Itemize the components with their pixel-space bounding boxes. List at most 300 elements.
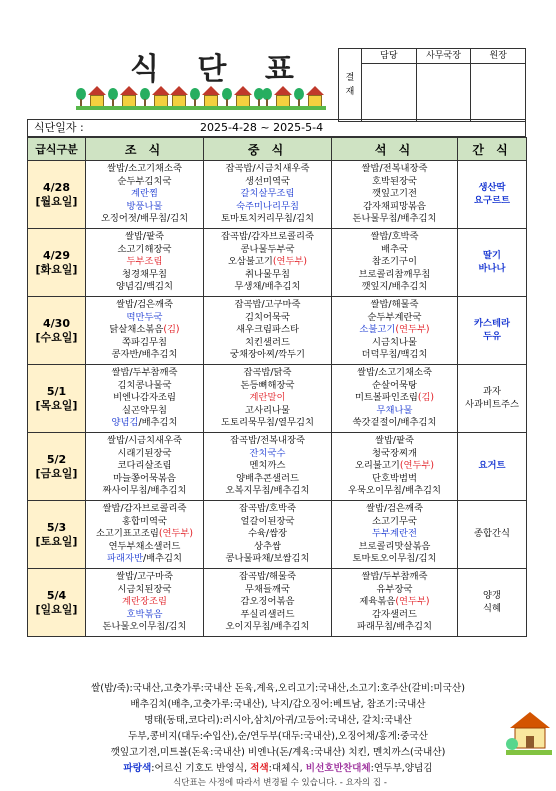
menu-item bbox=[86, 349, 203, 362]
menu-item bbox=[332, 621, 457, 634]
menu-day-row bbox=[28, 501, 527, 569]
menu-item bbox=[204, 435, 331, 448]
menu-item bbox=[204, 281, 331, 294]
menu-item-name: 두부계란전 bbox=[372, 528, 417, 540]
day-cell bbox=[28, 501, 86, 569]
menu-item bbox=[332, 392, 457, 405]
menu-item bbox=[204, 176, 331, 189]
menu-item-name: 콩나물파채/보쌈김치 bbox=[225, 553, 310, 565]
legend-red: 적색 bbox=[250, 763, 269, 774]
menu-item bbox=[86, 541, 203, 554]
menu-item bbox=[204, 473, 331, 486]
lunch-cell bbox=[204, 569, 332, 637]
menu-item bbox=[204, 392, 331, 405]
menu-item bbox=[204, 269, 331, 282]
approval-side-char: 재 bbox=[345, 87, 355, 97]
menu-item bbox=[86, 621, 203, 634]
day-date: 4/28 bbox=[43, 180, 70, 194]
dinner-cell bbox=[332, 161, 458, 229]
menu-item-name: 잡곡밥/감자브로콜리죽 bbox=[221, 231, 314, 243]
menu-item-name: 토마토오이무침/김치 bbox=[352, 553, 437, 565]
scenery-group bbox=[170, 86, 264, 108]
dinner-cell bbox=[332, 297, 458, 365]
menu-table bbox=[27, 137, 527, 637]
origin-note-line: 깻잎고기전,미트볼(돈육:국내산) 비엔나(돈/계육:국내산) 치킨, 멘치까스(국내산) bbox=[110, 747, 446, 758]
legend-purple-desc: :연두부,양념김 bbox=[370, 763, 433, 774]
menu-item bbox=[332, 528, 457, 541]
origin-note-line: 쌀(밥/죽):국내산,고춧가루:국내산 돈육,계육,오리고기:국내산,소고기:호주산(갈비:미국산) bbox=[91, 683, 465, 694]
menu-item-name: 잔치국수 bbox=[249, 447, 286, 459]
menu-item bbox=[86, 485, 203, 498]
menu-item-name: 콩나물두부국 bbox=[240, 243, 295, 255]
menu-item-name: 쌀밥/전복내장죽 bbox=[361, 163, 428, 175]
menu-item bbox=[458, 263, 526, 276]
menu-item bbox=[204, 503, 331, 516]
menu-item-name: 멘치까스 bbox=[249, 460, 286, 472]
menu-item bbox=[86, 553, 203, 566]
lunch-cell bbox=[204, 433, 332, 501]
menu-item bbox=[204, 324, 331, 337]
menu-item bbox=[332, 188, 457, 201]
menu-item-name: 돈등뼈해장국 bbox=[240, 379, 295, 391]
menu-item-name: 쌀밥/감자브로콜리죽 bbox=[102, 503, 187, 515]
breakfast-cell bbox=[86, 229, 204, 297]
menu-item bbox=[86, 435, 203, 448]
origin-note-line: 명태(동태,코다리):러시아,삼치/아귀/고등어:국내산, 갈치:국내산 bbox=[144, 715, 412, 726]
house-icon bbox=[202, 86, 220, 108]
menu-item-name: 쌀밥/소고기채소죽 bbox=[357, 367, 432, 379]
menu-item-substitute: (연두부) bbox=[272, 256, 308, 268]
house-icon bbox=[306, 86, 324, 108]
menu-item bbox=[332, 269, 457, 282]
menu-item bbox=[204, 201, 331, 214]
menu-item bbox=[458, 250, 526, 263]
menu-item-name: 무채들깨국 bbox=[245, 583, 290, 595]
menu-item bbox=[332, 541, 457, 554]
menu-item-name: 상추쌈 bbox=[254, 540, 281, 552]
menu-item-name: 종합간식 bbox=[474, 528, 510, 540]
day-cell bbox=[28, 569, 86, 637]
menu-item bbox=[332, 163, 457, 176]
menu-item-name: 김치어묵국 bbox=[245, 311, 290, 323]
menu-item bbox=[86, 417, 203, 430]
menu-item bbox=[204, 367, 331, 380]
menu-item bbox=[204, 448, 331, 461]
menu-item-name: 쌀밥/검은깨죽 bbox=[115, 299, 174, 311]
menu-item bbox=[86, 516, 203, 529]
menu-item bbox=[86, 299, 203, 312]
menu-item bbox=[332, 244, 457, 257]
lunch-cell bbox=[204, 501, 332, 569]
menu-item-name: 무생채/배추김치 bbox=[234, 281, 301, 293]
menu-item bbox=[458, 386, 526, 399]
menu-item-name: 쌀밥/해물죽 bbox=[370, 299, 419, 311]
date-label: 식단일자 : bbox=[34, 121, 84, 134]
menu-item bbox=[458, 460, 526, 473]
menu-item-name: 소고기무국 bbox=[372, 515, 417, 527]
menu-item-name: 쌀밥/두부참깨죽 bbox=[111, 367, 178, 379]
menu-item bbox=[204, 256, 331, 269]
breakfast-cell bbox=[86, 297, 204, 365]
day-date: 4/29 bbox=[43, 248, 70, 262]
menu-item-name: 두부조림 bbox=[126, 256, 163, 268]
menu-item-name: 오징어젓/배무침/김치 bbox=[100, 213, 189, 225]
menu-item-name: 김치콩나물국 bbox=[117, 379, 172, 391]
menu-item bbox=[204, 596, 331, 609]
menu-item-rest: /배추김치 bbox=[142, 553, 182, 565]
tree-icon bbox=[294, 86, 304, 108]
menu-item-name: 청국장찌개 bbox=[372, 447, 417, 459]
approval-column bbox=[362, 49, 417, 121]
menu-item bbox=[332, 553, 457, 566]
menu-item bbox=[86, 367, 203, 380]
menu-item-name: 순두부김치국 bbox=[117, 175, 172, 187]
date-row bbox=[27, 119, 526, 137]
menu-item bbox=[204, 571, 331, 584]
day-weekday: [금요일] bbox=[35, 466, 78, 480]
menu-item bbox=[86, 213, 203, 226]
day-weekday: [화요일] bbox=[35, 262, 78, 276]
house-illustration bbox=[506, 706, 552, 756]
menu-item-name: 오삼불고기 bbox=[227, 256, 273, 268]
menu-item-name: 잡곡밥/닭죽 bbox=[243, 367, 292, 379]
menu-item-name: 닭살채소볶음 bbox=[109, 324, 164, 336]
approval-box bbox=[338, 48, 526, 122]
menu-item bbox=[86, 596, 203, 609]
menu-item-name: 호박된장국 bbox=[372, 175, 417, 187]
menu-item-name: 오리불고기 bbox=[354, 460, 400, 472]
menu-day-row bbox=[28, 229, 527, 297]
menu-item bbox=[86, 269, 203, 282]
menu-item bbox=[332, 405, 457, 418]
menu-item-name: 식혜 bbox=[483, 602, 501, 614]
menu-item bbox=[332, 299, 457, 312]
menu-day-row bbox=[28, 161, 527, 229]
menu-item bbox=[204, 485, 331, 498]
menu-item-name: 순두부계란국 bbox=[367, 311, 422, 323]
menu-item bbox=[86, 571, 203, 584]
menu-item bbox=[332, 367, 457, 380]
menu-item-name: 소고기해장국 bbox=[117, 243, 172, 255]
menu-item-name: 계란말이 bbox=[249, 392, 286, 404]
house-icon bbox=[170, 86, 188, 108]
menu-item-name: 토마토치커리무침/김치 bbox=[221, 213, 314, 225]
menu-item-name: 쌀밥/소고기채소죽 bbox=[107, 163, 182, 175]
menu-item-name: 양갱 bbox=[483, 589, 501, 601]
menu-item bbox=[332, 380, 457, 393]
menu-item-name: 쑥갓겉절이/배추김치 bbox=[352, 417, 437, 429]
menu-item-name: 오이지무침/배추김치 bbox=[225, 621, 310, 633]
page-title: 식 단 표 bbox=[130, 52, 308, 87]
menu-item-name: 단호박범벅 bbox=[372, 472, 417, 484]
menu-item bbox=[458, 195, 526, 208]
menu-item-name: 브로콜리참깨무침 bbox=[358, 268, 431, 280]
menu-item-name: 참조기구이 bbox=[372, 256, 417, 268]
menu-item bbox=[332, 516, 457, 529]
menu-item bbox=[86, 392, 203, 405]
menu-item-name: 파래무침/배추김치 bbox=[357, 621, 432, 633]
menu-item-name: 비엔나감자조림 bbox=[113, 392, 176, 404]
menu-item bbox=[204, 584, 331, 597]
menu-item-name: 계란장조림 bbox=[122, 596, 167, 608]
menu-item-name: 생산딱 bbox=[478, 181, 506, 193]
house-icon bbox=[274, 86, 292, 108]
tree-icon bbox=[108, 86, 118, 108]
grass-strip bbox=[170, 106, 266, 110]
menu-item bbox=[204, 405, 331, 418]
menu-item-name: 잡곡밥/호박죽 bbox=[238, 503, 297, 515]
menu-item bbox=[86, 256, 203, 269]
menu-item-name: 더덕무침/백김치 bbox=[361, 349, 428, 361]
menu-item bbox=[332, 176, 457, 189]
menu-item bbox=[332, 448, 457, 461]
menu-item-name: 감자채피망볶음 bbox=[363, 200, 426, 212]
menu-item bbox=[86, 473, 203, 486]
day-date: 5/2 bbox=[46, 452, 67, 466]
menu-item-name: 짜사이무침/배추김치 bbox=[102, 485, 187, 497]
day-date: 5/1 bbox=[46, 384, 67, 398]
menu-item bbox=[86, 337, 203, 350]
menu-item-name: 우묵오이무침/배추김치 bbox=[348, 485, 441, 497]
menu-item bbox=[332, 281, 457, 294]
menu-item-name: 돈나물오이무침/김치 bbox=[102, 621, 187, 633]
menu-item bbox=[204, 516, 331, 529]
dinner-cell bbox=[332, 229, 458, 297]
menu-item bbox=[86, 312, 203, 325]
menu-item-name: 깻잎고기전 bbox=[372, 188, 417, 200]
origin-note-line: 두부,콩비지(대두:수입산),순/연두부(대두:국내산),오징어채/홍게:중국산 bbox=[128, 731, 428, 742]
snack-cell bbox=[458, 297, 527, 365]
menu-header-row bbox=[28, 138, 527, 161]
menu-item-name: 브로콜리맛살볶음 bbox=[358, 540, 431, 552]
breakfast-cell bbox=[86, 433, 204, 501]
menu-item-name: 쌀밥/시금치새우죽 bbox=[107, 435, 182, 447]
menu-item bbox=[204, 609, 331, 622]
dinner-cell bbox=[332, 501, 458, 569]
menu-item-name: 유부장국 bbox=[376, 583, 413, 595]
menu-item bbox=[86, 405, 203, 418]
approval-column-header: 원장 bbox=[471, 49, 525, 64]
menu-item bbox=[86, 281, 203, 294]
menu-item-name: 딸기 bbox=[483, 249, 501, 261]
menu-item bbox=[204, 553, 331, 566]
menu-item-name: 갈치살무조림 bbox=[240, 188, 295, 200]
legend-purple: 비선호반찬대체 bbox=[305, 763, 371, 774]
menu-item bbox=[458, 528, 526, 541]
house-icon bbox=[120, 86, 138, 108]
menu-item bbox=[458, 182, 526, 195]
menu-item bbox=[332, 256, 457, 269]
menu-item bbox=[332, 337, 457, 350]
menu-item-name: 양배추콘샐러드 bbox=[236, 472, 299, 484]
menu-item-name: 방풍나물 bbox=[126, 200, 163, 212]
menu-item-name: 수육/쌈장 bbox=[247, 528, 288, 540]
footer-note: 식단표는 사정에 따라서 변경될 수 있습니다. - 요자의 집 - bbox=[173, 778, 387, 788]
menu-item-name: 푸실리샐러드 bbox=[240, 608, 295, 620]
menu-item-name: 파래자반 bbox=[107, 553, 143, 565]
grass-strip bbox=[262, 106, 326, 110]
menu-item bbox=[332, 596, 457, 609]
header-snack: 간 식 bbox=[458, 138, 527, 161]
menu-item-name: 잡곡밥/해물죽 bbox=[238, 571, 297, 583]
menu-item bbox=[332, 213, 457, 226]
menu-item-name: 양념김 bbox=[111, 417, 139, 429]
snack-cell bbox=[458, 433, 527, 501]
menu-item bbox=[332, 324, 457, 337]
menu-item-name: 떡만두국 bbox=[126, 311, 163, 323]
menu-item bbox=[332, 609, 457, 622]
menu-item-name: 과자 bbox=[483, 385, 501, 397]
menu-item-name: 생선미역국 bbox=[245, 175, 290, 187]
menu-item bbox=[332, 584, 457, 597]
menu-item-substitute: (연두부) bbox=[399, 460, 435, 472]
tree-icon bbox=[190, 86, 200, 108]
menu-item-name: 사과비트주스 bbox=[465, 398, 519, 410]
menu-item bbox=[204, 349, 331, 362]
menu-item-name: 청경채무침 bbox=[122, 268, 167, 280]
menu-item bbox=[204, 213, 331, 226]
tree-icon bbox=[140, 86, 150, 108]
approval-side-char: 결 bbox=[345, 73, 355, 83]
menu-item-name: 미트볼파인조림 bbox=[354, 392, 418, 404]
menu-item bbox=[458, 603, 526, 616]
menu-item-name: 잡곡밥/전복내장죽 bbox=[230, 435, 305, 447]
tree-icon bbox=[262, 86, 272, 108]
day-cell bbox=[28, 433, 86, 501]
menu-item-name: 배추국 bbox=[381, 243, 408, 255]
menu-item bbox=[86, 584, 203, 597]
menu-item-substitute: (김) bbox=[163, 324, 180, 336]
menu-item-name: 호박볶음 bbox=[126, 608, 163, 620]
menu-item-name: 쌀밥/호박죽 bbox=[370, 231, 419, 243]
breakfast-cell bbox=[86, 501, 204, 569]
menu-item-name: 오복지무침/배추김치 bbox=[225, 485, 310, 497]
snack-cell bbox=[458, 161, 527, 229]
breakfast-cell bbox=[86, 569, 204, 637]
dinner-cell bbox=[332, 365, 458, 433]
menu-item bbox=[204, 188, 331, 201]
menu-item-name: 잡곡밥/고구마죽 bbox=[234, 299, 301, 311]
menu-item bbox=[204, 417, 331, 430]
menu-item bbox=[204, 528, 331, 541]
menu-item bbox=[204, 244, 331, 257]
menu-item bbox=[204, 337, 331, 350]
menu-item bbox=[86, 448, 203, 461]
menu-item bbox=[332, 460, 457, 473]
menu-item-name: 궁채장아찌/깍두기 bbox=[230, 349, 305, 361]
menu-item bbox=[332, 503, 457, 516]
breakfast-cell bbox=[86, 365, 204, 433]
menu-item bbox=[332, 417, 457, 430]
menu-item bbox=[86, 324, 203, 337]
menu-item-name: 홍합미역국 bbox=[122, 515, 167, 527]
dinner-cell bbox=[332, 433, 458, 501]
menu-item-name: 돈나물무침/배추김치 bbox=[352, 213, 437, 225]
tree-icon bbox=[222, 86, 232, 108]
menu-item-name: 쌀밥/팥죽 bbox=[374, 435, 415, 447]
menu-item-name: 요거트 bbox=[478, 460, 506, 472]
menu-item bbox=[332, 349, 457, 362]
menu-item bbox=[204, 163, 331, 176]
menu-item bbox=[204, 231, 331, 244]
menu-item bbox=[332, 231, 457, 244]
color-legend bbox=[0, 761, 556, 777]
origin-notes bbox=[0, 681, 556, 761]
day-cell bbox=[28, 297, 86, 365]
day-weekday: [목요일] bbox=[35, 398, 78, 412]
menu-item-name: 시금치된장국 bbox=[117, 583, 172, 595]
day-weekday: [토요일] bbox=[35, 534, 78, 548]
lunch-cell bbox=[204, 229, 332, 297]
snack-cell bbox=[458, 569, 527, 637]
day-cell bbox=[28, 365, 86, 433]
menu-day-row bbox=[28, 569, 527, 637]
menu-item bbox=[204, 380, 331, 393]
menu-day-row bbox=[28, 365, 527, 433]
house-icon bbox=[88, 86, 106, 108]
menu-item-substitute: (연두부) bbox=[395, 596, 430, 608]
house-icon bbox=[234, 86, 252, 108]
grass-strip bbox=[76, 106, 172, 110]
menu-item bbox=[86, 176, 203, 189]
menu-item-substitute: (연두부) bbox=[395, 324, 430, 336]
menu-item bbox=[458, 331, 526, 344]
menu-item-name: 도토리묵무침/열무김치 bbox=[221, 417, 314, 429]
menu-item bbox=[458, 318, 526, 331]
menu-item-name: 콩자반/배추김치 bbox=[111, 349, 178, 361]
lunch-cell bbox=[204, 161, 332, 229]
menu-item bbox=[332, 312, 457, 325]
house-icon bbox=[152, 86, 170, 108]
menu-item-name: 쪽파김무침 bbox=[122, 336, 167, 348]
date-range: 2025-4-28 ~ 2025-5-4 bbox=[200, 121, 324, 134]
menu-item-name: 무채나물 bbox=[376, 404, 413, 416]
scenery-group bbox=[76, 86, 170, 108]
menu-item bbox=[86, 380, 203, 393]
origin-note-line: 배추김치(배추,고춧가루:국내산), 낙지/갑오징어:베트남, 참조기:국내산 bbox=[130, 699, 426, 710]
header-dinner: 석 식 bbox=[332, 138, 458, 161]
menu-item bbox=[86, 188, 203, 201]
menu-item-name: 쌀밥/검은깨죽 bbox=[365, 503, 424, 515]
legend-red-desc: :대체식, bbox=[268, 763, 303, 774]
menu-item bbox=[86, 163, 203, 176]
day-weekday: [월요일] bbox=[35, 194, 78, 208]
day-date: 4/30 bbox=[43, 316, 70, 330]
menu-item-substitute: (연두부) bbox=[158, 528, 194, 540]
menu-item-name: 쌀밥/고구마죽 bbox=[115, 571, 174, 583]
dinner-cell bbox=[332, 569, 458, 637]
menu-item-name: 마늘쫑어묵볶음 bbox=[113, 472, 176, 484]
snack-cell bbox=[458, 229, 527, 297]
menu-item-name: 코다리살조림 bbox=[117, 460, 172, 472]
snack-cell bbox=[458, 365, 527, 433]
menu-item-name: 시래기된장국 bbox=[117, 447, 172, 459]
menu-item-name: 실곤약무침 bbox=[122, 404, 167, 416]
menu-item bbox=[204, 460, 331, 473]
menu-item-name: 시금치나물 bbox=[372, 336, 417, 348]
menu-item-name: 잡곡밥/시금치새우죽 bbox=[225, 163, 310, 175]
menu-item-name: 고사리나물 bbox=[245, 404, 290, 416]
menu-item-name: 감오징어볶음 bbox=[240, 596, 295, 608]
menu-item bbox=[86, 503, 203, 516]
menu-item bbox=[204, 299, 331, 312]
menu-item-name: 바나나 bbox=[478, 262, 506, 274]
menu-item-name: 순살어묵탕 bbox=[372, 379, 417, 391]
menu-item bbox=[332, 473, 457, 486]
menu-day-row bbox=[28, 297, 527, 365]
menu-item-name: 카스테라 bbox=[474, 317, 510, 329]
day-weekday: [일요일] bbox=[35, 602, 78, 616]
